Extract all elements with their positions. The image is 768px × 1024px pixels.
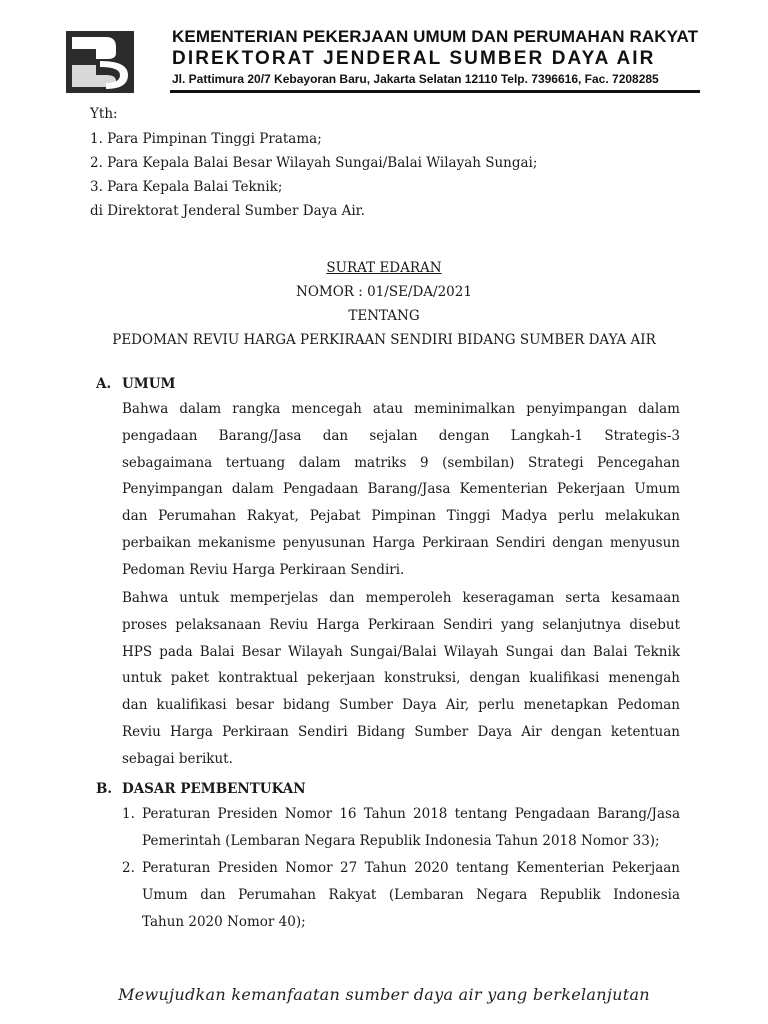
legal-basis-item-2 xyxy=(122,855,680,936)
addressee-item-1: 1. Para Pimpinan Tinggi Pratama; xyxy=(90,131,322,147)
paragraph-line: Penyimpangan dalam Pengadaan Barang/Jasa Kementerian Pekerjaan Umum xyxy=(122,481,680,498)
list-line: Peraturan Presiden Nomor 16 Tahun 2018 tentang Pengadaan Barang/Jasa xyxy=(142,806,680,822)
letterhead-divider xyxy=(170,90,700,93)
paragraph-line: Bahwa untuk memperjelas dan memperoleh keseragaman serta kesamaan xyxy=(122,590,680,606)
paragraph-line: Reviu Harga Perkiraan Sendiri Bidang Sumber Daya Air dengan ketentuan xyxy=(122,723,680,740)
section-a-heading: UMUM xyxy=(122,376,176,392)
section-b-label: B. xyxy=(96,781,113,797)
paragraph-line: Pedoman Reviu Harga Perkiraan Sendiri. xyxy=(122,561,405,578)
legal-basis-item-1 xyxy=(122,801,680,855)
paragraph-line: untuk paket kontraktual pekerjaan konstruksi, dengan kualifikasi menengah xyxy=(122,670,680,687)
addressee-location: di Direktorat Jenderal Sumber Daya Air. xyxy=(90,203,365,219)
ministry-name: KEMENTERIAN PEKERJAAN UMUM DAN PERUMAHAN RAKYAT xyxy=(172,27,699,46)
office-address: Jl. Pattimura 20/7 Kebayoran Baru, Jakarta Selatan 12110 Telp. 7396616, Fac. 7208285 xyxy=(172,72,659,86)
list-line: Umum dan Perumahan Rakyat (Lembaran Negara Republik Indonesia xyxy=(142,886,680,903)
paragraph-line: dan Perumahan Rakyat, Pejabat Pimpinan Tinggi Madya perlu melakukan xyxy=(122,508,680,525)
letterhead xyxy=(66,26,700,94)
list-body xyxy=(142,801,680,855)
paragraph-line: pengadaan Barang/Jasa dan sejalan dengan Langkah-1 Strategis-3 xyxy=(122,427,680,444)
paragraph-line: Bahwa dalam rangka mencegah atau meminimalkan penyimpangan dalam xyxy=(122,401,680,417)
list-line: Peraturan Presiden Nomor 27 Tahun 2020 tentang Kementerian Pekerjaan xyxy=(142,860,680,876)
directorate-name: DIREKTORAT JENDERAL SUMBER DAYA AIR xyxy=(172,48,656,69)
list-number: 2. xyxy=(122,860,135,876)
letter-type: SURAT EDARAN xyxy=(326,260,442,276)
paragraph-line: dan kualifikasi besar bidang Sumber Daya Air, perlu menetapkan Pedoman xyxy=(122,697,680,714)
section-a-label: A. xyxy=(96,376,112,392)
ministry-logo-icon xyxy=(66,31,134,93)
footer-motto: Mewujudkan kemanfaatan sumber daya air yang berkelanjutan xyxy=(118,985,650,1004)
section-a-paragraph-2 xyxy=(122,585,680,773)
paragraph-line: HPS pada Balai Besar Wilayah Sungai/Balai Wilayah Sungai dan Balai Teknik xyxy=(122,643,680,660)
list-line: Pemerintah (Lembaran Negara Republik Indonesia Tahun 2018 Nomor 33); xyxy=(142,832,660,849)
paragraph-line: proses pelaksanaan Reviu Harga Perkiraan Sendiri yang selanjutnya disebut xyxy=(122,616,680,633)
addressee-item-3: 3. Para Kepala Balai Teknik; xyxy=(90,179,283,195)
addressee-item-2: 2. Para Kepala Balai Besar Wilayah Sungai/Balai Wilayah Sungai; xyxy=(90,155,538,171)
list-body xyxy=(142,855,680,935)
paragraph-line: perbaikan mekanisme penyusunan Harga Perkiraan Sendiri dengan menyusun xyxy=(122,534,680,551)
letter-subject: PEDOMAN REVIU HARGA PERKIRAAN SENDIRI BIDANG SUMBER DAYA AIR xyxy=(112,332,656,348)
section-a-paragraph-1 xyxy=(122,396,680,584)
letterhead-text xyxy=(172,26,700,88)
list-number: 1. xyxy=(122,806,135,822)
letter-about: TENTANG xyxy=(348,308,420,324)
section-b-heading: DASAR PEMBENTUKAN xyxy=(122,781,306,797)
paragraph-line: sebagai berikut. xyxy=(122,750,233,767)
salutation: Yth: xyxy=(90,106,118,122)
paragraph-line: sebagaimana tertuang dalam matriks 9 (sembilan) Strategi Pencegahan xyxy=(122,454,680,471)
letter-number: NOMOR : 01/SE/DA/2021 xyxy=(296,284,472,300)
list-line: Tahun 2020 Nomor 40); xyxy=(142,913,306,930)
